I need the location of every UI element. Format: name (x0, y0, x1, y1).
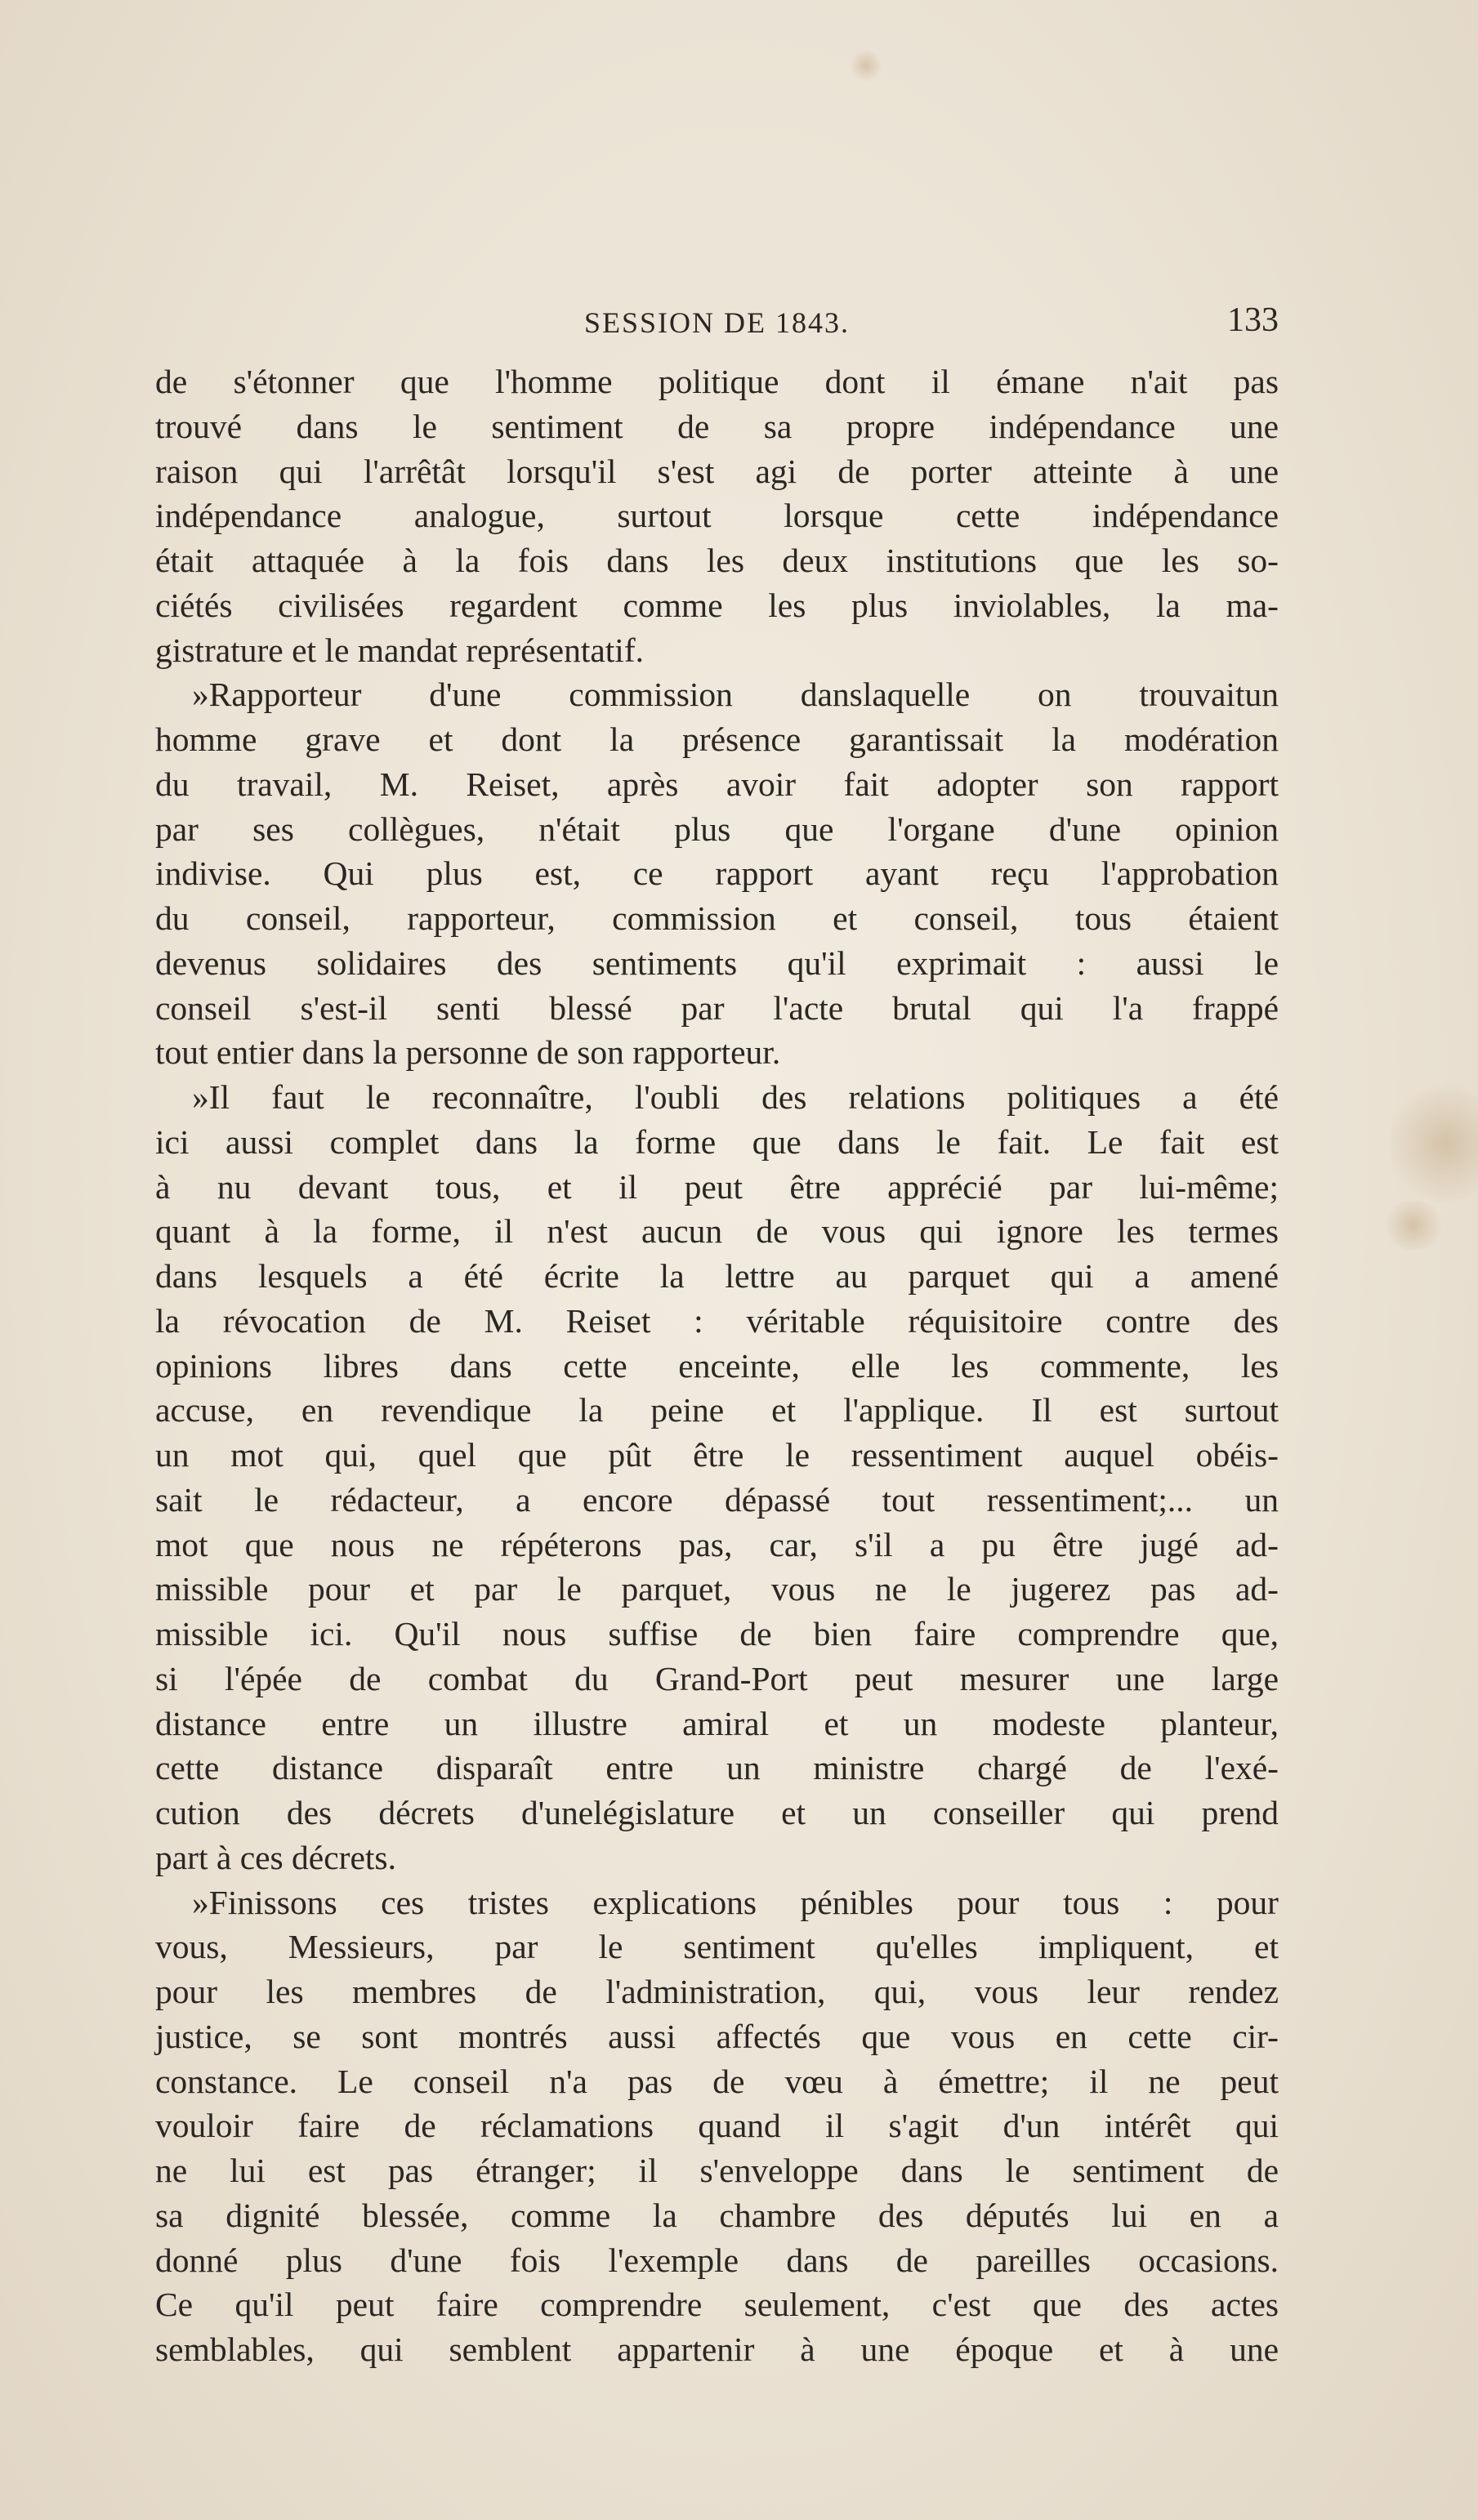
text-line: donné plus d'une fois l'exemple dans de pareilles occasions. (155, 2241, 1279, 2279)
text-line: part à ces décrets. (155, 1838, 396, 1876)
text-line: était attaquée à la fois dans les deux institutions que les so- (155, 542, 1279, 579)
text-line: Ce qu'il peut faire comprendre seulement, c'est que des actes (155, 2286, 1279, 2324)
page-number: 133 (1227, 301, 1279, 339)
text-line: trouvé dans le sentiment de sa propre indépendance une (155, 407, 1279, 445)
text-line: tout entier dans la personne de son rapporteur. (155, 1033, 781, 1072)
text-line: ciétés civilisées regardent comme les plus inviolables, la ma- (155, 586, 1279, 624)
text-line: indépendance analogue, surtout lorsque cette indépendance (155, 497, 1279, 535)
text-line: la révocation de M. Reiset : véritable réquisitoire contre des (155, 1301, 1279, 1340)
paragraph-start: »Il faut le reconnaître, l'oubli des relations politiques a été (192, 1078, 1279, 1116)
text-line: ne lui est pas étranger; il s'enveloppe dans le sentiment de (155, 2152, 1279, 2189)
text-line: missible pour et par le parquet, vous ne le jugerez pas ad- (155, 1570, 1279, 1608)
running-head: SESSION DE 1843. (583, 306, 851, 339)
text-line: sa dignité blessée, comme la chambre des députés lui en a (155, 2196, 1279, 2234)
text-line: sait le rédacteur, a encore dépassé tout ressentiment;... un (155, 1480, 1279, 1519)
text-line: du travail, M. Reiset, après avoir fait adopter son rapport (155, 765, 1279, 803)
text-line: si l'épée de combat du Grand-Port peut mesurer une large (155, 1659, 1279, 1697)
text-line: par ses collègues, n'était plus que l'organe d'une opinion (155, 810, 1279, 848)
text-line: conseil s'est-il senti blessé par l'acte brutal qui l'a frappé (155, 988, 1279, 1027)
text-line: semblables, qui semblent appartenir à une époque et à une (155, 2330, 1279, 2368)
paper-stain (1389, 1078, 1478, 1209)
text-line: du conseil, rapporteur, commission et conseil, tous étaient (155, 899, 1279, 937)
text-line: justice, se sont montrés aussi affectés que vous en cette cir- (155, 2017, 1279, 2055)
text-line: vous, Messieurs, par le sentiment qu'elles impliquent, et (155, 1928, 1279, 1966)
page-header (155, 301, 1279, 350)
text-line: distance entre un illustre amiral et un modeste planteur, (155, 1704, 1279, 1742)
paragraph-start: »Finissons ces tristes explications pénibles pour tous : pour (192, 1883, 1279, 1921)
paper-stain (1381, 1201, 1446, 1250)
paragraph-start: »Rapporteur d'une commission danslaquelle on trouvaitun (192, 676, 1279, 714)
paper-stain (850, 49, 882, 82)
text-line: pour les membres de l'administration, qui, vous leur rendez (155, 1973, 1279, 2010)
text-line: devenus solidaires des sentiments qu'il exprimait : aussi le (155, 943, 1279, 982)
text-line: raison qui l'arrêtât lorsqu'il s'est agi de porter atteinte à une (155, 452, 1279, 490)
text-line: cette distance disparaît entre un ministre chargé de l'exé- (155, 1749, 1279, 1787)
text-line: de s'étonner que l'homme politique dont il émane n'ait pas (155, 363, 1279, 400)
text-line: dans lesquels a été écrite la lettre au parquet qui a amené (155, 1257, 1279, 1295)
text-line: à nu devant tous, et il peut être apprécié par lui-même; (155, 1167, 1279, 1206)
text-line: quant à la forme, il n'est aucun de vous qui ignore les termes (155, 1212, 1279, 1251)
text-line: vouloir faire de réclamations quand il s'agit d'un intérêt qui (155, 2107, 1279, 2145)
text-line: gistrature et le mandat représentatif. (155, 631, 645, 669)
body-text (155, 359, 1279, 2372)
text-line: homme grave et dont la présence garantissait la modération (155, 720, 1279, 758)
text-line: accuse, en revendique la peine et l'applique. Il est surtout (155, 1391, 1279, 1429)
text-line: ici aussi complet dans la forme que dans le fait. Le fait est (155, 1122, 1279, 1161)
text-line: mot que nous ne répéterons pas, car, s'il a pu être jugé ad- (155, 1525, 1279, 1563)
text-line: missible ici. Qu'il nous suffise de bien faire comprendre que, (155, 1615, 1279, 1652)
text-line: indivise. Qui plus est, ce rapport ayant reçu l'approbation (155, 854, 1279, 893)
text-line: opinions libres dans cette enceinte, elle les commente, les (155, 1346, 1279, 1385)
text-line: cution des décrets d'unelégislature et un conseiller qui prend (155, 1794, 1279, 1831)
text-line: constance. Le conseil n'a pas de vœu à émettre; il ne peut (155, 2062, 1279, 2100)
text-line: un mot qui, quel que pût être le ressentiment auquel obéis- (155, 1436, 1279, 1474)
